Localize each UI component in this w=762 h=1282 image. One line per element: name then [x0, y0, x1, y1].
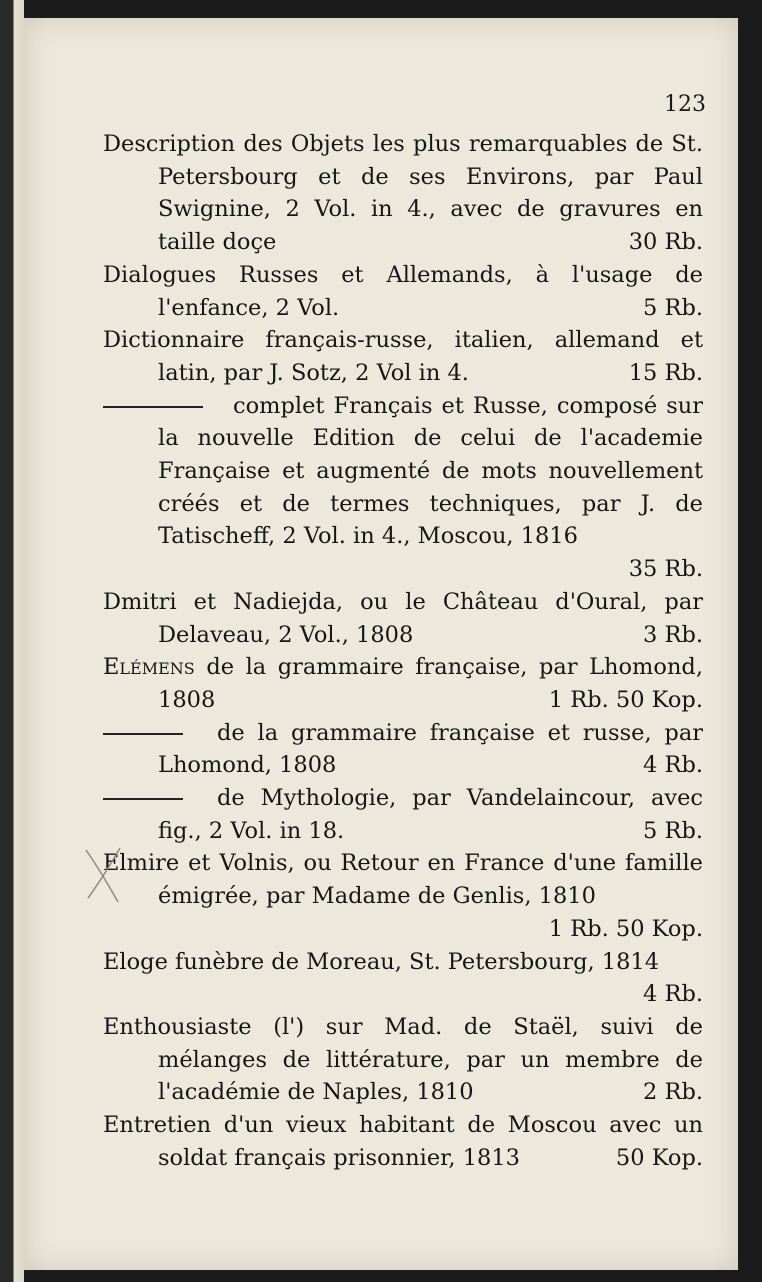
entry-price: 3 Rb.: [643, 621, 703, 648]
entry-price: 5 Rb.: [643, 294, 703, 321]
entry-text: Eloge funèbre de Moreau, St. Petersbourg, 1814: [103, 948, 660, 975]
catalog-entry: [103, 586, 703, 651]
page-number: 123: [664, 92, 706, 117]
catalog-entry: [103, 259, 703, 324]
entry-price: 5 Rb.: [643, 817, 703, 844]
entry-text: de la grammaire française et russe, par Lhomond, 1808: [158, 719, 703, 779]
ditto-dash: [103, 733, 183, 735]
entry-text: Description des Objets les plus remarquables de St. Petersbourg et de ses Environs, par Paul Swignine, 2 Vol. in 4., avec de gravures en taille doçe: [103, 131, 703, 256]
catalog-entry: [103, 1109, 703, 1174]
entry-price: 15 Rb.: [628, 359, 703, 386]
entry-text: Dictionnaire français-russe, italien, allemand et latin, par J. Sotz, 2 Vol in 4.: [103, 327, 703, 386]
catalog-entry: [103, 782, 703, 847]
entry-price: 50 Kop.: [615, 1144, 703, 1171]
entry-price: 1 Rb. 50 Kop.: [548, 915, 703, 942]
entry-price: 2 Rb.: [643, 1079, 703, 1106]
entry-price: 30 Rb.: [628, 229, 703, 256]
pencil-x-mark: [78, 840, 128, 910]
ditto-dash: [103, 798, 183, 800]
catalog-entry: [103, 847, 703, 945]
entry-price: 4 Rb.: [643, 752, 703, 779]
entry-text: Entretien d'un vieux habitant de Moscou avec un soldat français prisonnier, 1813: [103, 1112, 703, 1171]
catalog-entry: [103, 651, 703, 716]
entry-text: Dmitri et Nadiejda, ou le Château d'Oural, par Delaveau, 2 Vol., 1808: [103, 588, 703, 648]
entry-text: de Mythologie, par Vandelaincour, avec fig., 2 Vol. in 18.: [158, 785, 703, 844]
entry-text: Elmire et Volnis, ou Retour en France d'une famille émigrée, par Madame de Genlis, 1810: [103, 850, 703, 910]
catalog-list: [103, 128, 703, 1175]
entry-text: Enthousiaste (l') sur Mad. de Staël, suivi de mélanges de littérature, par un membre de l'académie de Naples, 1810: [103, 1013, 703, 1106]
catalog-entry: [103, 390, 703, 586]
catalog-entry: [103, 128, 703, 259]
entry-price: 1 Rb. 50 Kop.: [548, 686, 703, 713]
entry-text: complet Français et Russe, composé sur la nouvelle Edition de celui de l'academie Française et augmenté de mots nouvellement créés et de termes techniques, par J. de Tatischeff, 2 Vol. in 4., Moscou, 1816: [158, 392, 703, 550]
entry-text: de la grammaire française, par Lhomond, 1808: [158, 654, 703, 713]
ditto-dash: [103, 406, 203, 408]
catalog-entry: [103, 946, 703, 1011]
catalog-entry: [103, 1011, 703, 1109]
entry-text: Dialogues Russes et Allemands, à l'usage de l'enfance, 2 Vol.: [103, 261, 703, 321]
book-gutter: [0, 0, 24, 1282]
entry-price: 4 Rb.: [643, 981, 703, 1008]
catalog-entry: [103, 324, 703, 389]
entry-price: 35 Rb.: [628, 556, 703, 583]
entry-lead: Elémens: [103, 654, 195, 681]
catalog-entry: [103, 717, 703, 782]
